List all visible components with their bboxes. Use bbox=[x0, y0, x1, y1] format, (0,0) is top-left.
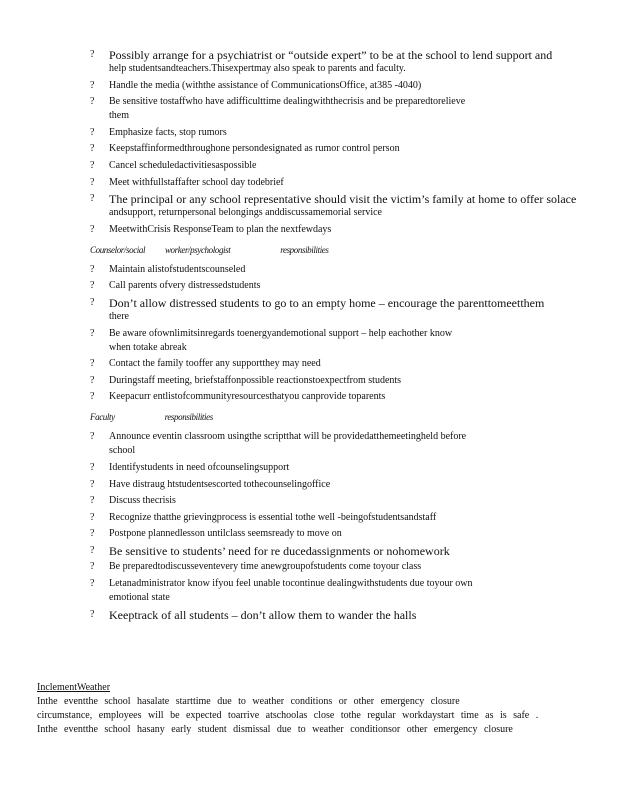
bullet-marker: ? bbox=[90, 263, 95, 275]
list-item-text: Postpone plannedlesson untilclass seemsready to move on bbox=[109, 528, 342, 540]
list-item-text: Cancel scheduledactivitiesaspossible bbox=[109, 159, 257, 171]
list-item-text: Meet withfullstaffafter school day todebrief bbox=[109, 176, 284, 188]
section-title: Counselor/social worker/psychologist bbox=[90, 244, 231, 255]
bullet-marker: ? bbox=[90, 96, 95, 108]
list-item-text: Duringstaff meeting, briefstaffonpossible reactionstoexpectfrom students bbox=[109, 374, 402, 386]
bullet-marker: ? bbox=[90, 495, 95, 507]
list-item-continuation: school bbox=[109, 445, 136, 457]
list-item bbox=[0, 279, 618, 293]
list-item-text: Keeptrack of all students – don’t allow them to wander the halls bbox=[109, 607, 417, 622]
list-item bbox=[0, 461, 618, 475]
list-item bbox=[0, 159, 618, 173]
inclement-weather-section bbox=[37, 681, 597, 737]
list-item-continuation: them bbox=[109, 110, 129, 122]
bullet-marker: ? bbox=[90, 478, 95, 490]
list-item bbox=[0, 577, 618, 605]
list-item bbox=[0, 560, 618, 574]
list-item-text: Discuss thecrisis bbox=[109, 495, 176, 507]
list-item bbox=[0, 544, 618, 558]
section-heading-faculty bbox=[0, 412, 618, 422]
bullet-marker: ? bbox=[90, 511, 95, 523]
bullet-marker: ? bbox=[90, 391, 95, 403]
list-item bbox=[0, 95, 618, 123]
list-item bbox=[0, 176, 618, 190]
list-item-continuation: help studentsandteachers.Thisexpertmay also speak to parents and faculty. bbox=[109, 63, 406, 74]
list-item bbox=[0, 296, 618, 324]
list-item-text: Contact the family tooffer any supportthey may need bbox=[109, 358, 321, 370]
list-item-continuation: andsupport, returnpersonal belongings anddiscussamemorial service bbox=[109, 207, 382, 219]
list-item-text: Have distraug htstudentsescorted tothecounselingoffice bbox=[109, 478, 331, 490]
bullet-marker: ? bbox=[90, 327, 95, 339]
list-item-text: The principal or any school representative should visit the victim’s family at home to offer solace bbox=[109, 192, 577, 207]
faculty-responsibilities-list bbox=[0, 430, 618, 621]
bullet-marker: ? bbox=[90, 561, 95, 573]
inclement-weather-title: InclementWeather bbox=[37, 682, 111, 693]
list-item bbox=[0, 79, 618, 93]
list-item-text: Letanadministrator know ifyou feel unable tocontinue dealingwithstudents due toyour own bbox=[109, 578, 473, 590]
list-item-text: Emphasize facts, stop rumors bbox=[109, 126, 227, 138]
list-item bbox=[0, 430, 618, 458]
list-item bbox=[0, 48, 618, 76]
list-item-text: Announce eventin classroom usingthe scriptthat will be providedatthemeetingheld before bbox=[109, 431, 467, 443]
list-item bbox=[0, 327, 618, 355]
list-item bbox=[0, 494, 618, 508]
list-item bbox=[0, 608, 618, 622]
list-item-text: Be aware ofownlimitsinregards toenergyandemotional support – help eachother know bbox=[109, 327, 453, 339]
counselor-responsibilities-list bbox=[0, 263, 618, 405]
list-item-text: Maintain alistofstudentscounseled bbox=[109, 263, 246, 275]
list-item-text: Call parents ofvery distressedstudents bbox=[109, 280, 261, 292]
principal-responsibilities-list bbox=[0, 48, 618, 237]
list-item-text: Recognize thatthe grievingprocess is essential tothe well -beingofstudentsandstaff bbox=[109, 511, 437, 523]
list-item-text: Keepacurr entlistofcommunityresourcesthatyou canprovide toparents bbox=[109, 391, 386, 403]
bullet-marker: ? bbox=[90, 143, 95, 155]
list-item bbox=[0, 192, 618, 220]
list-item bbox=[0, 390, 618, 404]
list-item-text: Be preparedtodiscusseventevery time anewgroupofstudents come toyour class bbox=[109, 561, 422, 573]
document-body bbox=[0, 48, 618, 624]
bullet-marker: ? bbox=[90, 280, 95, 292]
list-item-continuation: when totake abreak bbox=[109, 341, 187, 353]
paragraph-line: Inthe eventthe school hasalate starttime due to weather conditions or other emergency closure bbox=[37, 696, 460, 707]
list-item-text: Possibly arrange for a psychiatrist or “outside expert” to be at the school to lend support and bbox=[109, 48, 553, 62]
bullet-marker: ? bbox=[90, 544, 95, 556]
bullet-marker: ? bbox=[90, 578, 95, 590]
list-item-text: MeetwithCrisis ResponseTeam to plan the nextfewdays bbox=[109, 223, 332, 235]
section-subtitle: responsibilities bbox=[280, 244, 329, 255]
list-item bbox=[0, 263, 618, 277]
bullet-marker: ? bbox=[90, 608, 95, 620]
list-item-text: Handle the media (withthe assistance of CommunicationsOffice, at385 -4040) bbox=[109, 79, 422, 91]
section-heading-counselor bbox=[0, 245, 618, 255]
list-item-text: Be sensitive tostaffwho have adifficulttime dealingwiththecrisis and be preparedtorelieve bbox=[109, 96, 466, 108]
list-item-text: Don’t allow distressed students to go to an empty home – encourage the parenttomeetthem bbox=[109, 295, 545, 310]
bullet-marker: ? bbox=[90, 431, 95, 443]
list-item bbox=[0, 511, 618, 525]
list-item bbox=[0, 142, 618, 156]
bullet-marker: ? bbox=[90, 374, 95, 386]
list-item bbox=[0, 478, 618, 492]
list-item bbox=[0, 223, 618, 237]
bullet-marker: ? bbox=[90, 223, 95, 235]
list-item-text: Keepstaffinformedthroughone persondesignated as rumor control person bbox=[109, 143, 400, 155]
bullet-marker: ? bbox=[90, 176, 95, 188]
bullet-marker: ? bbox=[90, 461, 95, 473]
list-item bbox=[0, 126, 618, 140]
section-title: Faculty bbox=[90, 412, 115, 423]
list-item bbox=[0, 527, 618, 541]
paragraph-line: circumstance, employees will be expected toarrive atschoolas close tothe regular workdaystart time as is safe . bbox=[37, 710, 539, 721]
bullet-marker: ? bbox=[90, 126, 95, 138]
list-item-continuation: emotional state bbox=[109, 592, 170, 604]
list-item bbox=[0, 357, 618, 371]
list-item-text: Be sensitive to students’ need for re ducedassignments or nohomework bbox=[109, 543, 450, 558]
bullet-marker: ? bbox=[90, 296, 95, 308]
bullet-marker: ? bbox=[90, 193, 95, 205]
list-item bbox=[0, 374, 618, 388]
paragraph-line: Inthe eventthe school hasany early student dismissal due to weather conditionsor other emergency closure bbox=[37, 724, 513, 735]
list-item-text: Identifystudents in need ofcounselingsupport bbox=[109, 461, 290, 473]
bullet-marker: ? bbox=[90, 358, 95, 370]
bullet-marker: ? bbox=[90, 49, 95, 60]
bullet-marker: ? bbox=[90, 79, 95, 91]
list-item-continuation: there bbox=[109, 310, 129, 322]
bullet-marker: ? bbox=[90, 159, 95, 171]
bullet-marker: ? bbox=[90, 528, 95, 540]
section-subtitle: responsibilities bbox=[164, 412, 213, 423]
